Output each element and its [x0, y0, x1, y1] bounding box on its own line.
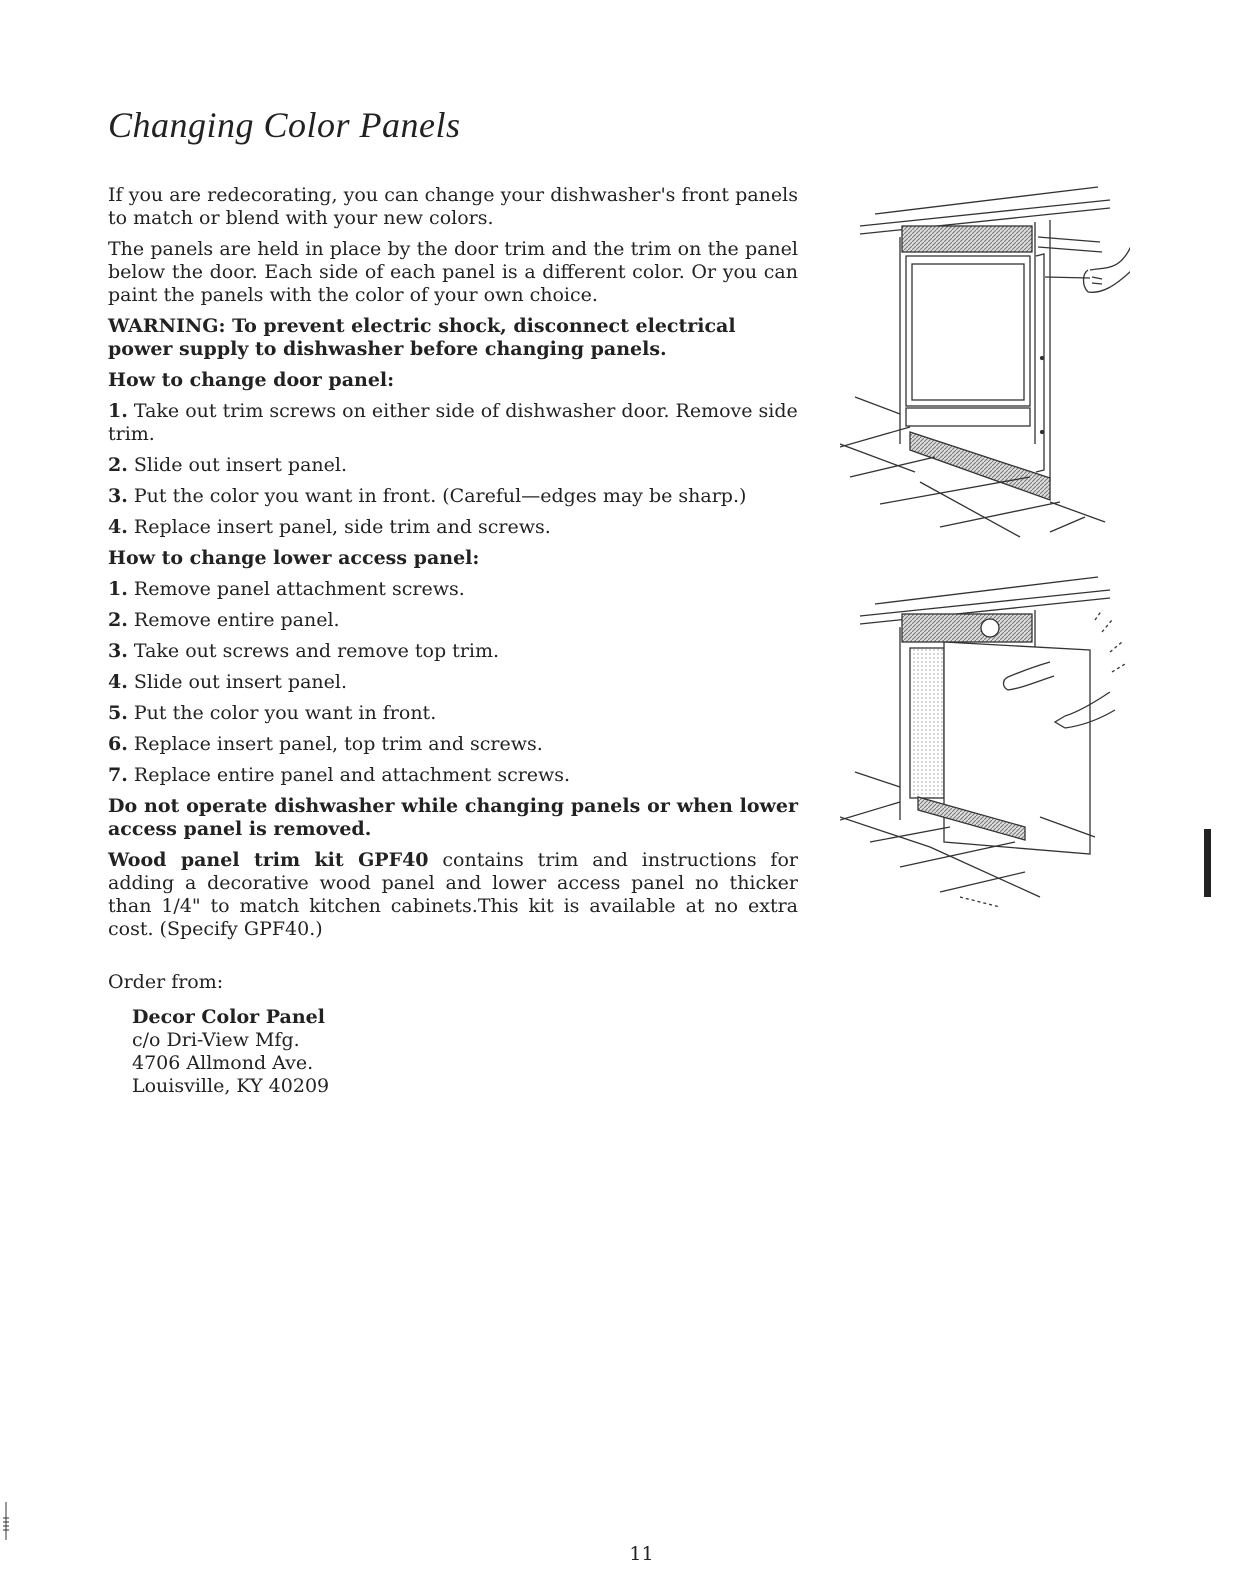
- list-item: 2. Slide out insert panel.: [108, 454, 348, 476]
- page-title: Changing Color Panels: [108, 105, 461, 145]
- page-number: 11: [629, 1543, 654, 1565]
- door-steps-list: [108, 400, 798, 539]
- list-item: 1. Take out trim screws on either side of dishwasher door. Remove side trim.: [108, 400, 798, 445]
- intro-paragraph: If you are redecorating, you can change your dishwasher's front panels to match or blend with your new colors.: [108, 184, 798, 229]
- warning-text: WARNING: To prevent electric shock, disconnect electrical power supply to dishwasher before changing panels.: [108, 315, 736, 360]
- caution-text: Do not operate dishwasher while changing panels or when lower access panel is removed.: [108, 795, 798, 840]
- kit-paragraph: [108, 849, 798, 941]
- list-item: 4. Slide out insert panel.: [108, 671, 348, 693]
- order-address: [132, 1006, 798, 1098]
- list-item: 5. Put the color you want in front.: [108, 702, 437, 724]
- lower-panel-heading: How to change lower access panel:: [108, 547, 480, 569]
- lower-panel-illustration: [840, 572, 1130, 917]
- lower-steps-list: [108, 578, 798, 787]
- address-line: c/o Dri-View Mfg.: [132, 1029, 300, 1051]
- door-panel-illustration: [840, 182, 1130, 554]
- panels-info-paragraph: The panels are held in place by the door trim and the trim on the panel below the door. Each side of each panel is a different color. Or you can paint the panels with the color of your own choice.: [108, 238, 798, 306]
- order-from-label: Order from:: [108, 971, 224, 993]
- address-line: 4706 Allmond Ave.: [132, 1052, 314, 1074]
- address-name: Decor Color Panel: [132, 1006, 325, 1028]
- kit-description: contains trim and instructions for adding a decorative wood panel and lower access panel no thicker than 1/4" to match kitchen cabinets.This kit is available at no extra cost. (Specify GPF40.): [108, 849, 798, 940]
- list-item: 3. Take out screws and remove top trim.: [108, 640, 500, 662]
- list-item: 2. Remove entire panel.: [108, 609, 340, 631]
- address-line: Louisville, KY 40209: [132, 1075, 330, 1097]
- list-item: 3. Put the color you want in front. (Careful—edges may be sharp.): [108, 485, 747, 507]
- list-item: 6. Replace insert panel, top trim and screws.: [108, 733, 543, 755]
- kit-name: Wood panel trim kit GPF40: [108, 849, 429, 871]
- list-item: 1. Remove panel attachment screws.: [108, 578, 465, 600]
- main-content: [108, 184, 798, 1098]
- door-panel-heading: How to change door panel:: [108, 369, 395, 391]
- list-item: 7. Replace entire panel and attachment screws.: [108, 764, 571, 786]
- list-item: 4. Replace insert panel, side trim and screws.: [108, 516, 551, 538]
- scan-mark: [1204, 829, 1211, 897]
